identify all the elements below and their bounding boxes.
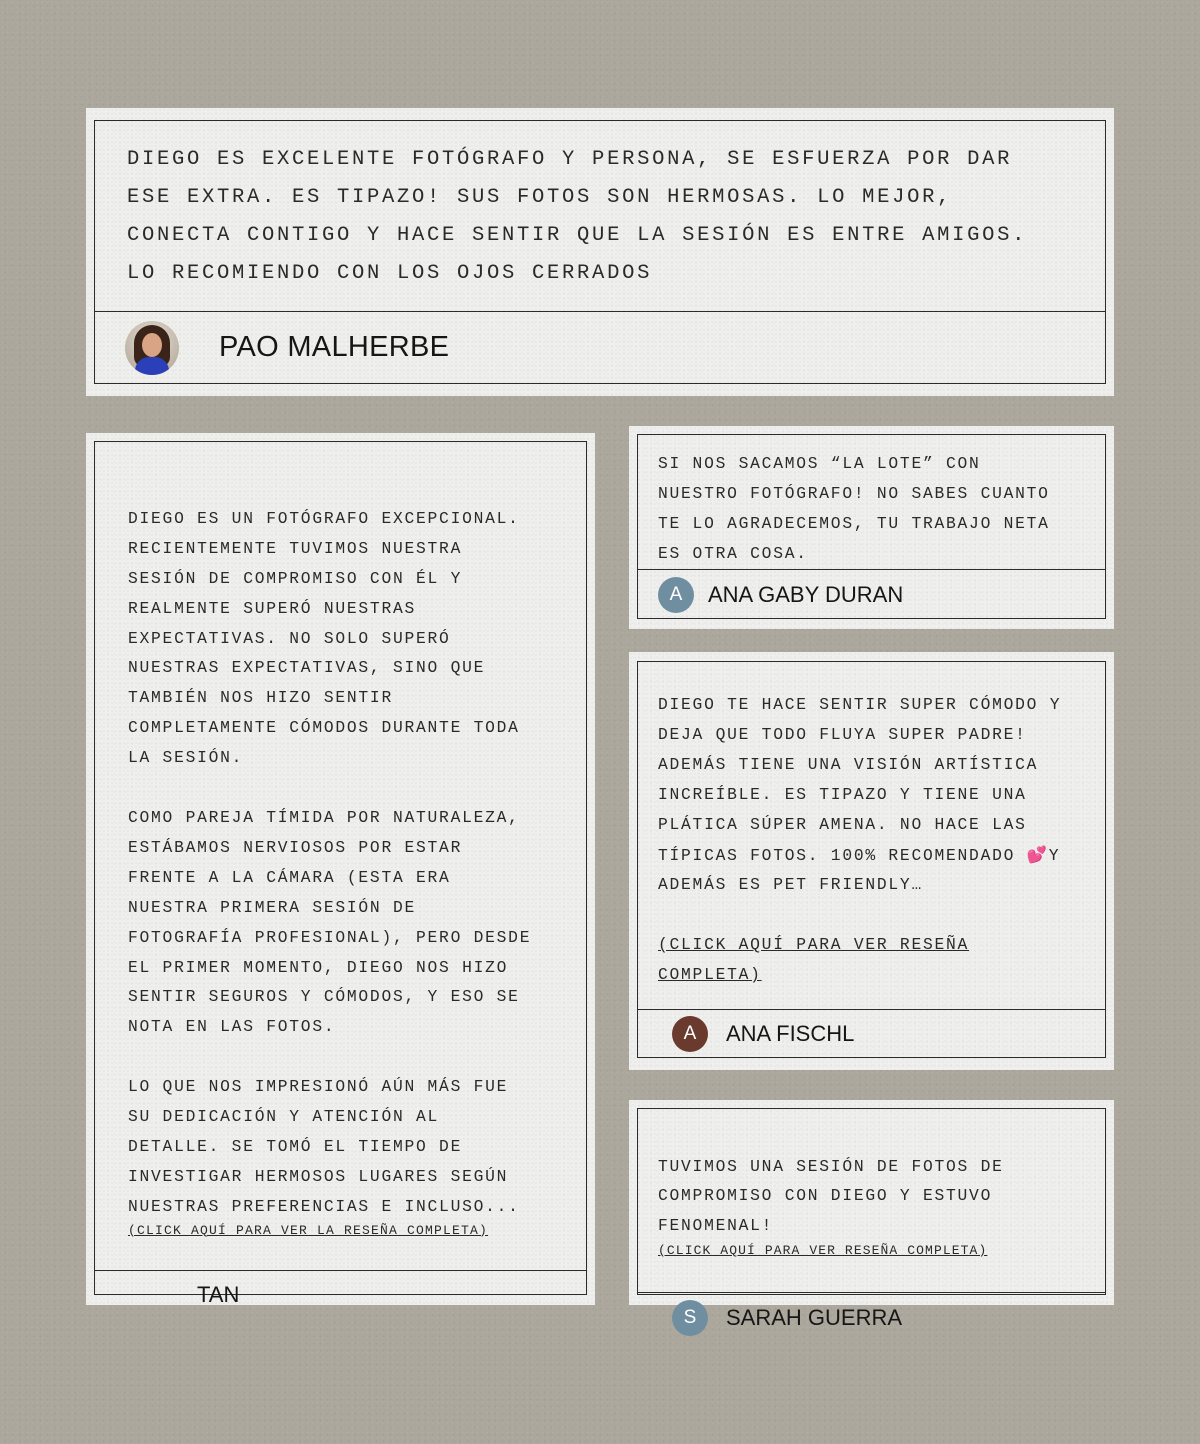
review-text: TUVIMOS UNA SESIÓN DE FOTOS DE COMPROMISO CON DIEGO Y ESTUVO FENOMENAL! bbox=[658, 1156, 1004, 1235]
reviewer-row bbox=[638, 1009, 1105, 1057]
reviewer-row bbox=[638, 569, 1105, 619]
review-frame bbox=[637, 434, 1106, 619]
reviewer-row bbox=[95, 311, 1105, 383]
review-card-pao bbox=[86, 108, 1114, 396]
reviewer-name: ANA FISCHL bbox=[726, 1020, 855, 1046]
reviewer-name: TAN bbox=[197, 1282, 240, 1308]
full-review-link[interactable]: (CLICK AQUÍ PARA VER RESEÑA bbox=[658, 935, 970, 955]
review-card-sarah bbox=[629, 1100, 1114, 1330]
avatar: A bbox=[672, 1016, 708, 1052]
full-review-link[interactable]: (CLICK AQUÍ PARA VER RESEÑA COMPLETA) bbox=[658, 1243, 988, 1258]
review-text-block bbox=[638, 1109, 1105, 1292]
review-card-ana-fischl bbox=[629, 652, 1114, 1070]
review-frame bbox=[94, 441, 587, 1308]
avatar bbox=[125, 321, 179, 375]
review-card-tan bbox=[86, 433, 595, 1308]
avatar-body-shape bbox=[135, 357, 169, 375]
review-text-block bbox=[95, 442, 586, 1270]
review-frame bbox=[94, 120, 1106, 384]
reviewer-name: SARAH GUERRA bbox=[726, 1305, 903, 1330]
review-text: DIEGO ES UN FOTÓGRAFO EXCEPCIONAL. RECIENTEMENTE TUVIMOS NUESTRA SESIÓN DE COMPROMISO CON ÉL Y REALMENTE SUPERÓ NUESTRAS EXPECTATIVAS. NO SOLO SUPERÓ NUESTRAS EXPECTATIVAS, SINO QUE TAMBIÉN NOS HIZO SENTIR COMPLETAMENTE CÓMODOS DURANTE TODA LA SESIÓN. COMO PAREJA TÍMIDA POR NATURALEZA, ESTÁBAMOS NERVIOSOS POR ESTAR FRENTE A LA CÁMARA (ESTA ERA NUESTRA PRIMERA SESIÓN DE FOTOGRAFÍA PROFESIONAL), PERO DESDE EL PRIMER MOMENTO, DIEGO NOS HIZO SENTIR SEGUROS Y CÓMODOS, Y ESO SE NOTA EN LAS FOTOS. LO QUE NOS IMPRESIONÓ AÚN MÁS FUE SU DEDICACIÓN Y ATENCIÓN AL DETALLE. SE TOMÓ EL TIEMPO DE INVESTIGAR HERMOSOS LUGARES SEGÚN NUESTRAS PREFERENCIAS E INCLUSO... bbox=[128, 508, 532, 1216]
hearts-icon: 💕 bbox=[1026, 844, 1049, 864]
full-review-link[interactable]: (CLICK AQUÍ PARA VER LA RESEÑA COMPLETA) bbox=[128, 1222, 489, 1238]
reviewer-name: PAO MALHERBE bbox=[219, 331, 450, 363]
full-review-link-continued[interactable]: COMPLETA) bbox=[658, 965, 762, 985]
reviewer-row bbox=[95, 1270, 586, 1320]
review-frame bbox=[637, 661, 1106, 1058]
review-text: DIEGO TE HACE SENTIR SUPER CÓMODO Y DEJA QUE TODO FLUYA SUPER PADRE! ADEMÁS TIENE UNA VISIÓN ARTÍSTICA INCREÍBLE. ES TIPAZO Y TIENE UNA PLÁTICA SÚPER AMENA. NO HACE LAS TÍPICAS FOTOS. 100% RECOMENDADO bbox=[658, 695, 1062, 865]
review-text: DIEGO ES EXCELENTE FOTÓGRAFO Y PERSONA, SE ESFUERZA POR DAR ESE EXTRA. ES TIPAZO! SUS FOTOS SON HERMOSAS. LO MEJOR, CONECTA CONTIGO Y HACE SENTIR QUE LA SESIÓN ES ENTRE AMIGOS. LO RECOMIENDO CON LOS OJOS CERRADOS bbox=[127, 148, 1028, 285]
avatar: S bbox=[672, 1300, 708, 1336]
review-text-continued: Y ADEMÁS ES PET FRIENDLY… bbox=[658, 845, 1061, 895]
review-text: SI NOS SACAMOS “LA LOTE” CON NUESTRO FOTÓGRAFO! NO SABES CUANTO TE LO AGRADECEMOS, TU TRABAJO NETA ES OTRA COSA. bbox=[658, 454, 1050, 563]
reviewer-row bbox=[638, 1292, 1105, 1344]
avatar-face-shape bbox=[142, 333, 162, 357]
reviewer-name: ANA GABY DURAN bbox=[708, 581, 904, 607]
review-card-ana-gaby bbox=[629, 426, 1114, 629]
avatar: A bbox=[658, 577, 694, 613]
review-text-block bbox=[638, 662, 1105, 1009]
review-frame bbox=[637, 1108, 1106, 1330]
